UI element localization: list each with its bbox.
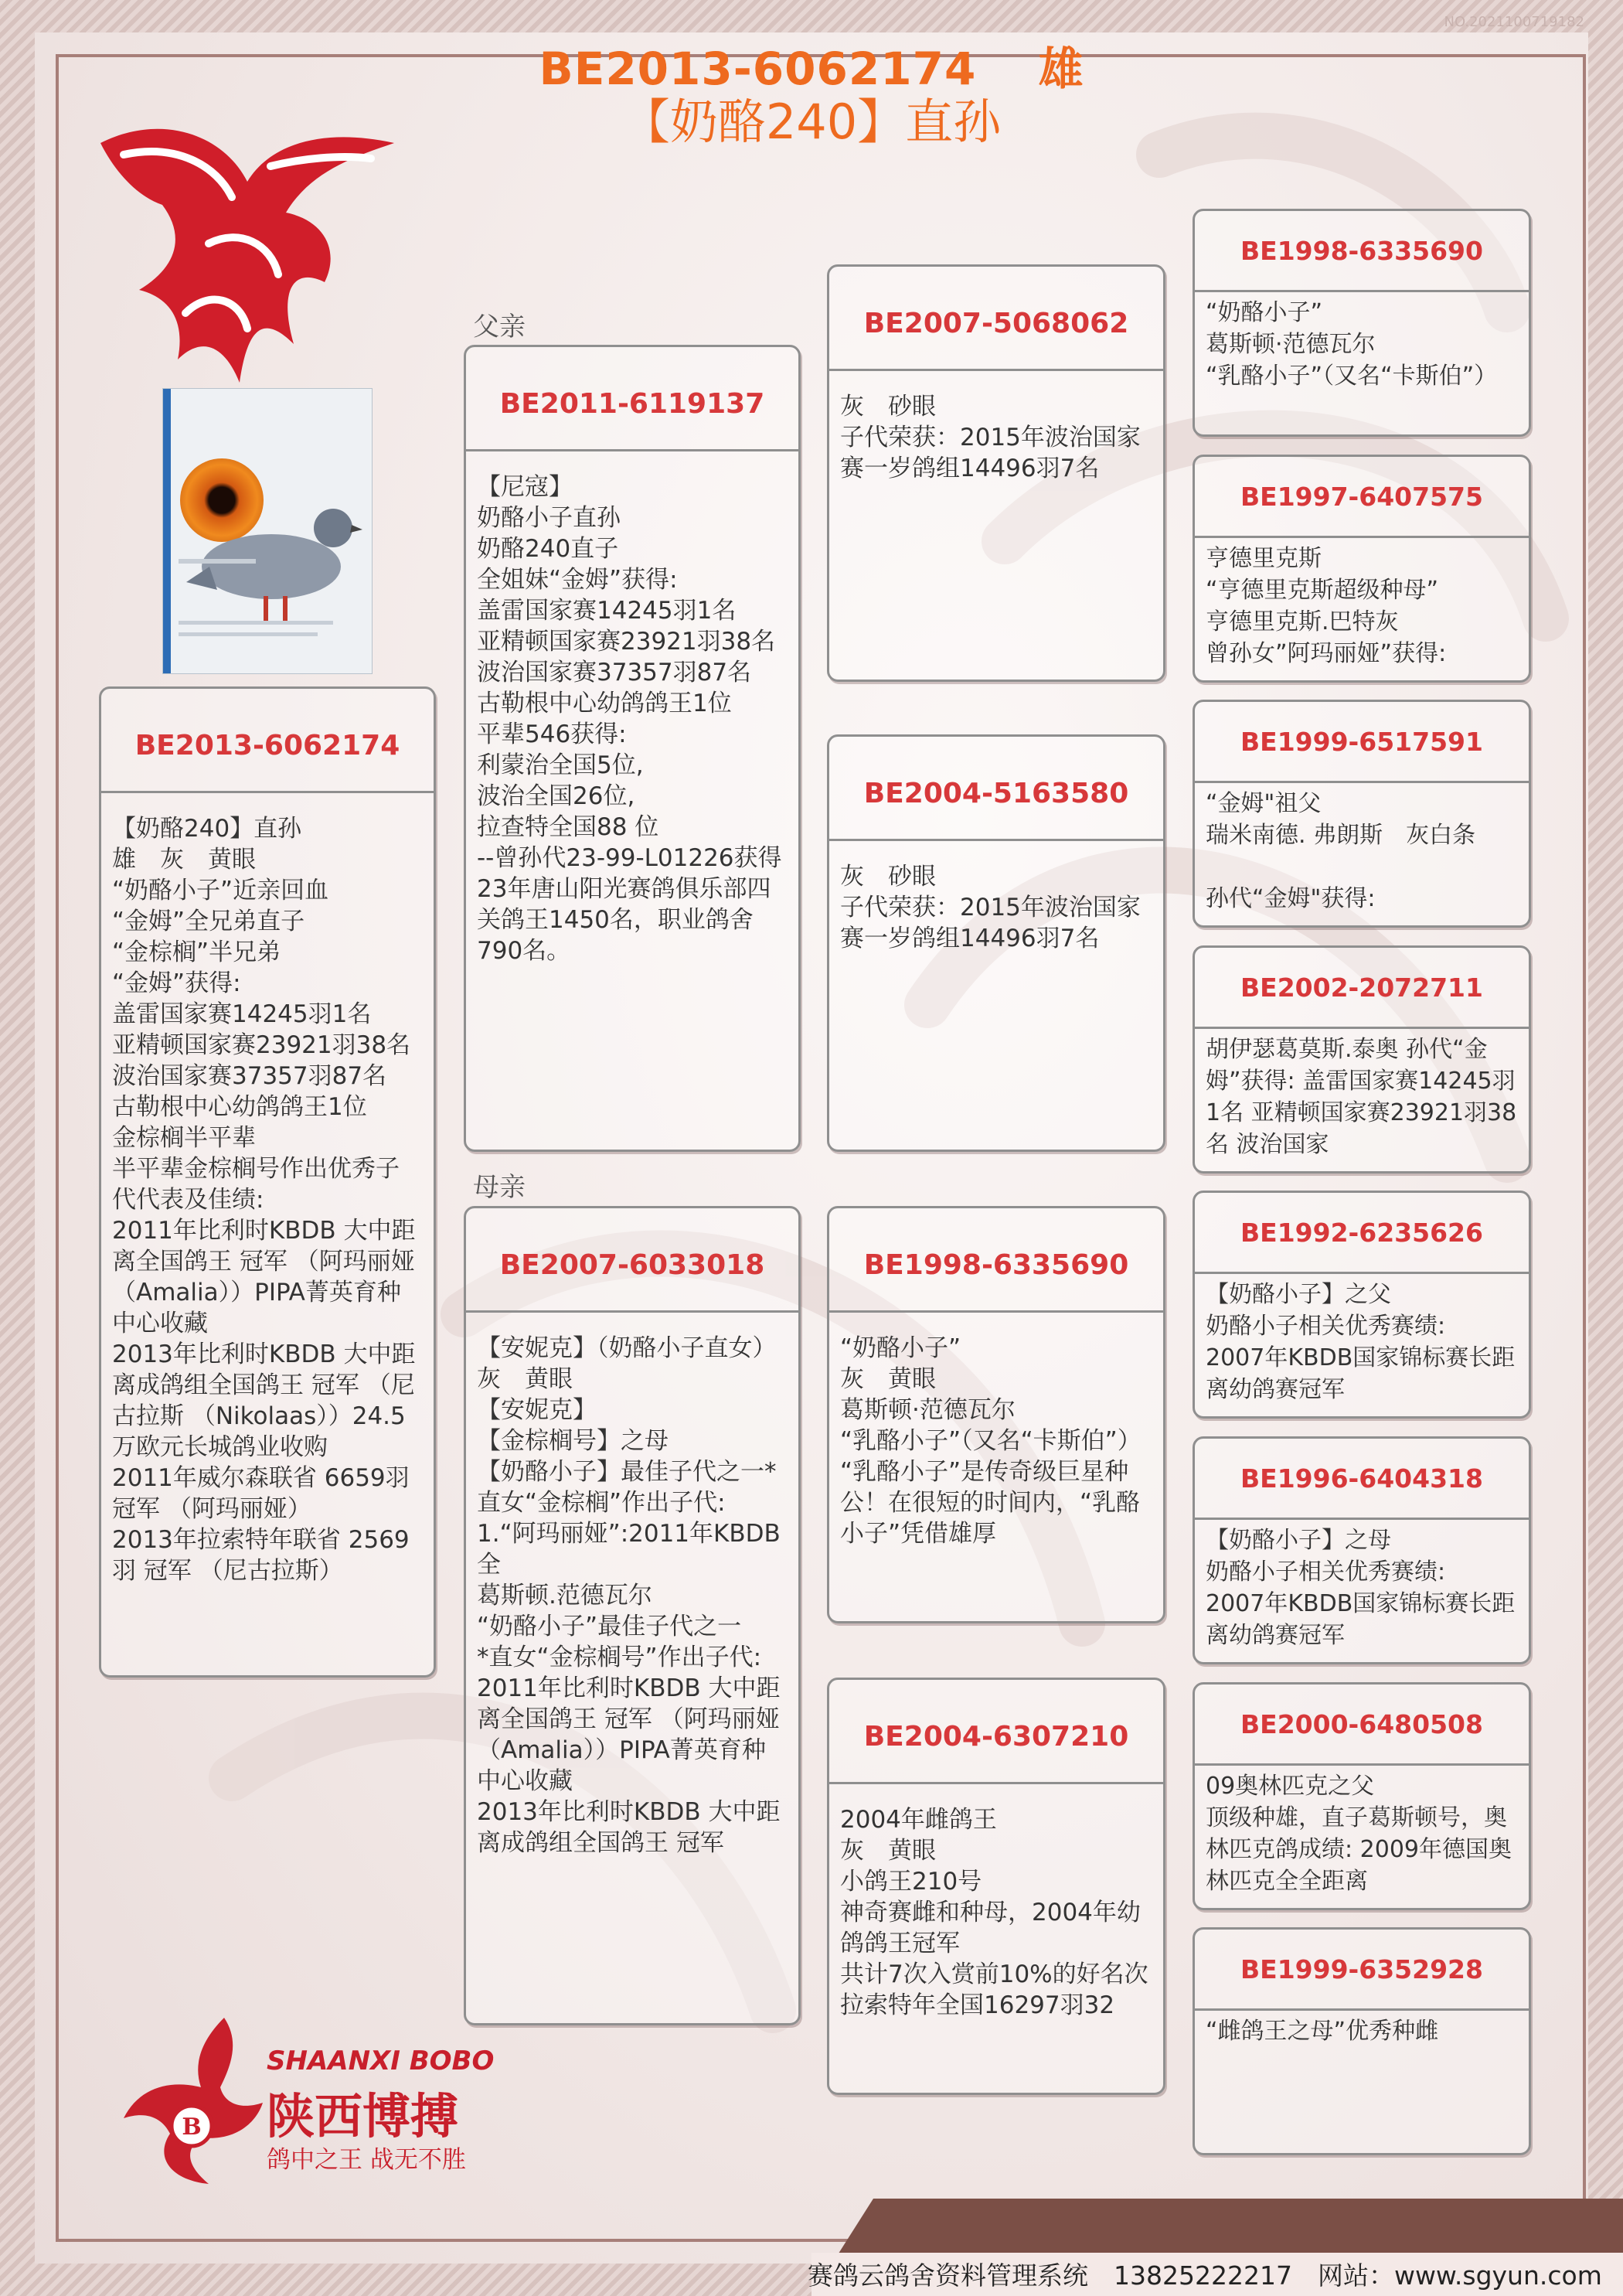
great-grandparent-card <box>1193 1436 1531 1664</box>
svg-text:B: B <box>182 2114 202 2141</box>
cover-text-line <box>179 632 318 636</box>
great-grandparent-details: 胡伊瑟葛莫斯.泰奥 孙代“金姆”获得: 盖雷国家赛14245羽1名 亚精顿国家赛23921羽38名 波治国家 <box>1206 1036 1517 1158</box>
great-grandparent-details: “奶酪小子” 葛斯顿·范德瓦尔 “乳酪小子”（又名“卡斯伯”） <box>1206 299 1498 390</box>
great-grandparent-card <box>1193 945 1531 1174</box>
subject-ring-number: BE2013-6062174 <box>101 689 434 793</box>
brand-slogan: 鸽中之王 战无不胜 <box>267 2146 466 2174</box>
page-subtitle: 【奶酪240】直孙 <box>621 94 1002 150</box>
grandparent-details: 灰 砂眼 子代荣获：2015年波治国家赛一岁鸽组14496羽7名 <box>840 863 1141 952</box>
father-card <box>464 345 801 1152</box>
father-label: 父亲 <box>473 312 526 342</box>
magazine-cover-image <box>162 388 373 674</box>
great-grandparent-ring-number: BE2000-6480508 <box>1195 1685 1529 1766</box>
mother-details: 【安妮克】（奶酪小子直女） 灰 黄眼 【安妮克】 【金棕榈号】之母 【奶酪小子】最佳子代之一*直女“金棕榈”作出子代: 1.“阿玛丽娅”:2011年KBDB全 葛斯顿.范德瓦尔 “奶酪小子”最佳子代之一 *直女“金棕榈号”作出子代: 2011年比利时KBDB 大中距离全国鸽王 冠军 （阿玛丽娅 （Amalia））PIPA菁英育种中心收藏 2013年比利时KBDB 大中距离成鸽组全国鸽王 冠军 <box>477 1334 781 1857</box>
cover-text-line <box>179 621 333 625</box>
subject-card <box>99 686 436 1678</box>
brand-bird-logo-icon <box>108 2010 270 2188</box>
mother-card <box>464 1206 801 2025</box>
great-grandparent-details: 亨德里克斯 “亨德里克斯超级种母” 亨德里克斯.巴特灰 曾孙女”阿玛丽娅”获得: <box>1206 545 1447 667</box>
grandparent-details: “奶酪小子” 灰 黄眼 葛斯顿·范德瓦尔 “乳酪小子”（又名“卡斯伯”） “乳酪小子”是传奇级巨星种公！在很短的时间内，“乳酪小子”凭借雄厚 <box>840 1334 1142 1548</box>
great-grandparent-ring-number: BE1992-6235626 <box>1195 1193 1529 1274</box>
grandparent-details: 灰 砂眼 子代荣获：2015年波治国家赛一岁鸽组14496羽7名 <box>840 393 1141 482</box>
father-ring-number: BE2011-6119137 <box>466 347 798 451</box>
brand-name-chinese: 陕西博搏 <box>267 2088 459 2144</box>
phoenix-logo-icon <box>93 112 402 390</box>
great-grandparent-card <box>1193 700 1531 928</box>
great-grandparent-ring-number: BE1998-6335690 <box>1195 211 1529 292</box>
grandparent-details: 2004年雌鸽王 灰 黄眼 小鸽王210号 神奇赛雌和种母，2004年幼鸽鸽王冠军 共计7次入赏前10%的好名次 拉索特年全国16297羽32 <box>840 1806 1148 2019</box>
cover-text-line <box>179 559 256 564</box>
grandparent-card <box>827 1678 1165 2095</box>
great-grandparent-card <box>1193 1927 1531 2155</box>
father-details: 【尼寇】 奶酪小子直孙 奶酪240直子 全姐妹“金姆”获得: 盖雷国家赛14245羽1名 亚精顿国家赛23921羽38名 波治国家赛37357羽87名 古勒根中心幼鸽鸽王1位 平辈546获得: 利蒙治全国5位, 波治全国26位, 拉查特全国88 位 --曾孙代23-99-L01226获得23年唐山阳光赛鸽俱乐部四关鸽王1450名，职业鸽舍790名。 <box>477 473 782 965</box>
great-grandparent-card <box>1193 209 1531 437</box>
grandparent-ring-number: BE2007-5068062 <box>829 267 1163 371</box>
great-grandparent-details: “雌鸽王之母”优秀种雌 <box>1206 2018 1439 2045</box>
great-grandparent-details: 09奥林匹克之父 顶级种雄，直子葛斯顿号，奥 林匹克鸽成绩: 2009年德国奥 林匹克全全距离 <box>1206 1773 1512 1895</box>
great-grandparent-ring-number: BE1999-6517591 <box>1195 702 1529 783</box>
cover-spine <box>163 389 171 673</box>
grandparent-ring-number: BE2004-6307210 <box>829 1680 1163 1784</box>
great-grandparent-details: 【奶酪小子】之父 奶酪小子相关优秀赛绩: 2007年KBDB国家锦标赛长距离幼鸽赛冠军 <box>1206 1281 1516 1403</box>
great-grandparent-card <box>1193 1682 1531 1910</box>
great-grandparent-details: 【奶酪小子】之母 奶酪小子相关优秀赛绩: 2007年KBDB国家锦标赛长距离幼鸽赛冠军 <box>1206 1527 1516 1649</box>
great-grandparent-ring-number: BE1996-6404318 <box>1195 1439 1529 1520</box>
page-title: BE2013-6062174 雄 <box>539 43 1084 95</box>
grandparent-card <box>827 734 1165 1152</box>
great-grandparent-card <box>1193 1191 1531 1419</box>
subject-details: 【奶酪240】直孙 雄 灰 黄眼 “奶酪小子”近亲回血 “金姆”全兄弟直子 “金棕榈”半兄弟 “金姆”获得: 盖雷国家赛14245羽1名 亚精顿国家赛23921羽38名 波治国家赛37357羽87名 古勒根中心幼鸽鸽王1位 金棕榈半平辈 半平辈金棕榈号作出优秀子代代表及佳绩: 2011年比利时KBDB 大中距离全国鸽王 冠军 （阿玛丽娅 （Amalia））PIPA菁英育种中心收藏 2013年比利时KBDB 大中距离成鸽组全国鸽王 冠军 （尼古拉斯 （Nikolaas））24.5万欧元长城鸽业收购 2011年威尔森联省 6659羽 冠军 （阿玛丽娅） 2013年拉索特年联省 2569羽 冠军 （尼古拉斯） <box>112 815 416 1585</box>
grandparent-card <box>827 264 1165 682</box>
mother-ring-number: BE2007-6033018 <box>466 1208 798 1313</box>
pigeon-icon <box>186 474 364 629</box>
footer-contact-text: 赛鸽云鸽舍资料管理系统 13825222217 网站：www.sgyun.com <box>808 2260 1602 2291</box>
great-grandparent-card <box>1193 455 1531 683</box>
brand-name-english: SHAANXI BOBO <box>267 2046 495 2076</box>
mother-label: 母亲 <box>473 1172 526 1203</box>
grandparent-ring-number: BE2004-5163580 <box>829 737 1163 841</box>
grandparent-card <box>827 1206 1165 1623</box>
serial-number: NO.2021100719182 <box>1444 14 1584 30</box>
great-grandparent-ring-number: BE1997-6407575 <box>1195 457 1529 538</box>
grandparent-ring-number: BE1998-6335690 <box>829 1208 1163 1313</box>
great-grandparent-details: “金姆"祖父 瑞米南德. 弗朗斯 灰白条 孙代“金姆"获得: <box>1206 790 1476 912</box>
great-grandparent-ring-number: BE2002-2072711 <box>1195 948 1529 1029</box>
great-grandparent-ring-number: BE1999-6352928 <box>1195 1930 1529 2011</box>
